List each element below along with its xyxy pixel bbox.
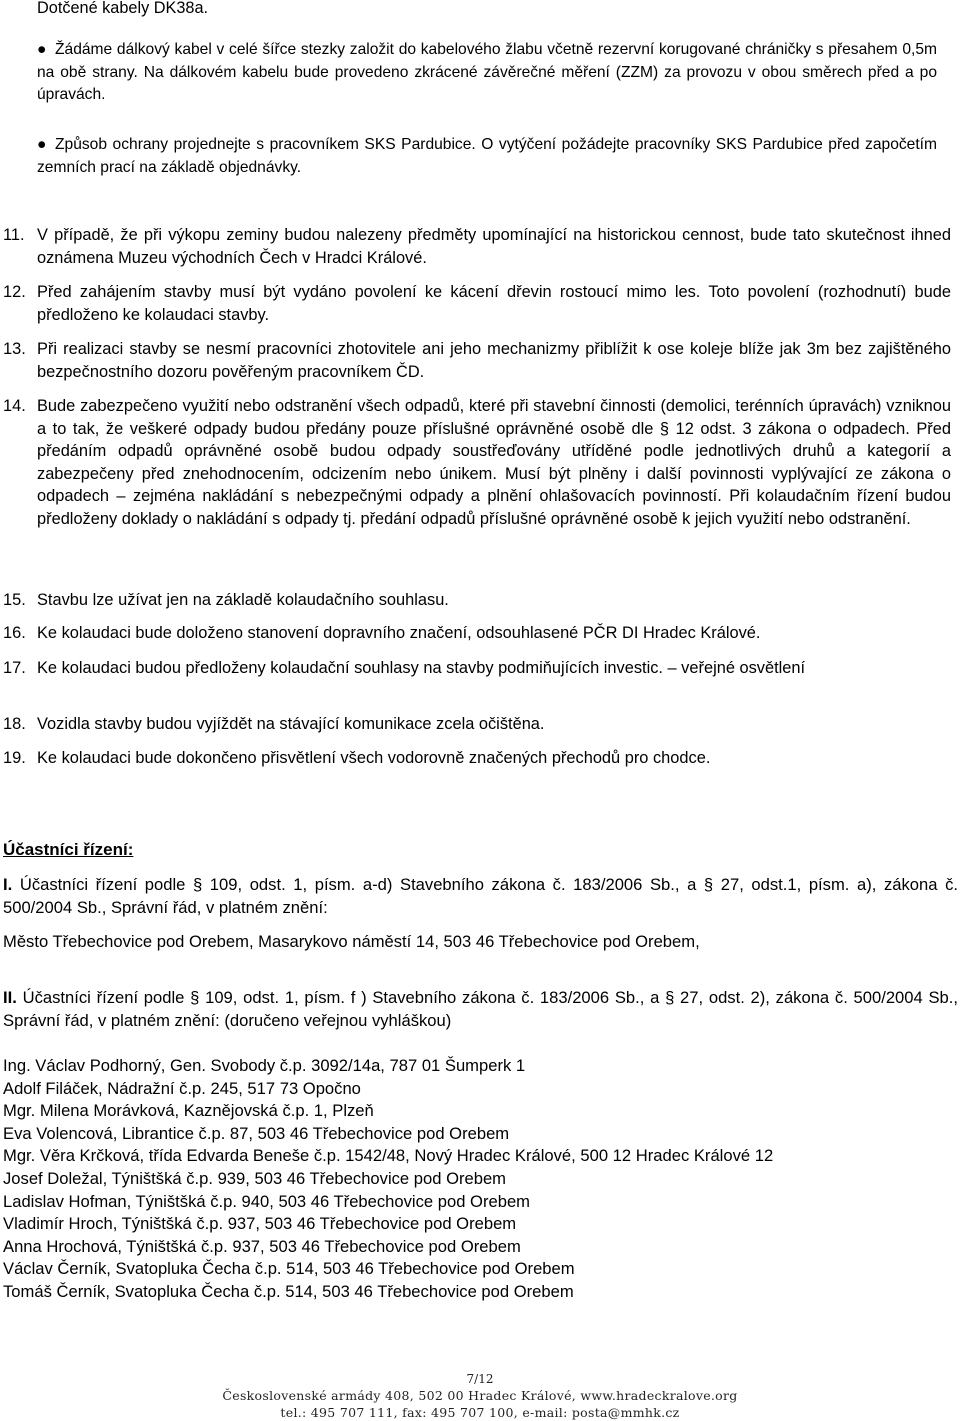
item-text: Stavbu lze užívat jen na základě kolaudačního souhlasu.: [37, 591, 449, 609]
address-entry: Mgr. Věra Krčková, třída Edvarda Beneše č.p. 1542/48, Nový Hradec Králové, 500 12 Hradec Králové 12: [3, 1146, 774, 1166]
item-number: 16.: [3, 624, 26, 642]
item-number: 12.: [3, 283, 26, 301]
footer-address: Československé armády 408, 502 00 Hradec Králové, www.hradeckralove.org: [222, 1388, 738, 1403]
condition-item: [3, 281, 951, 326]
bullet-text: Žádáme dálkový kabel v celé šířce stezky založit do kabelového žlabu včetně rezervní korugované chráničky s přesahem 0,5m na obě strany. Na dálkovém kabelu bude provedeno zkrácené závěrečné měření (ZZM) za provozu v obou směrech před a po úpravách.: [37, 41, 937, 103]
condition-item: [3, 622, 951, 645]
condition-item: [3, 713, 951, 736]
address-entry: Vladimír Hroch, Týništšká č.p. 937, 503 46 Třebechovice pod Orebem: [3, 1214, 517, 1234]
address-entry: Mgr. Milena Morávková, Kaznějovská č.p. 1, Plzeň: [3, 1101, 374, 1121]
item-text: Ke kolaudaci budou předloženy kolaudační souhlasy na stavby podmiňujících investic. – veřejné osvětlení: [37, 659, 806, 677]
top-fragment: Dotčené kabely DK38a.: [37, 0, 209, 17]
item-text: Ke kolaudaci bude doloženo stanovení dopravního značení, odsouhlasené PČR DI Hradec Králové.: [37, 624, 761, 642]
parties-group-1: [3, 874, 958, 919]
group-text: Účastníci řízení podle § 109, odst. 1, písm. a-d) Stavebního zákona č. 183/2006 Sb., a § 27, odst.1, písm. a), zákona č. 500/2004 Sb., Správní řád, v platném znění:: [3, 875, 958, 917]
address-entry: Josef Doležal, Týništšká č.p. 939, 503 46 Třebechovice pod Orebem: [3, 1168, 507, 1188]
item-number: 13.: [3, 340, 26, 358]
item-text: Při realizaci stavby se nesmí pracovníci zhotovitele ani jeho mechanizmy přiblížit k ose koleje blíže jak 3m bez zajištěného bezpečnostního dozoru pověřeným pracovníkem ČD.: [37, 340, 951, 381]
group-text: Účastníci řízení podle § 109, odst. 1, písm. f ) Stavebního zákona č. 183/2006 Sb., a § 27, odst. 2), zákona č. 500/2004 Sb., Správní řád, v platném znění: (doručeno veřejnou vyhláškou): [3, 988, 958, 1030]
item-text: Vozidla stavby budou vyjíždět na stávající komunikace zcela očištěna.: [37, 715, 545, 733]
parties-group-2: [3, 987, 958, 1032]
item-number: 18.: [3, 715, 26, 733]
address-entry: Tomáš Černík, Svatopluka Čecha č.p. 514, 503 46 Třebechovice pod Orebem: [3, 1281, 574, 1301]
item-number: 14.: [3, 397, 26, 415]
condition-item: [3, 395, 951, 531]
item-text: Bude zabezpečeno využití nebo odstranění všech odpadů, které při stavební činnosti (demolici, terénních úpravách) vzniknou a to tak, že veškeré odpady budou předány pouze příslušné oprávněné osobě dle § 12 odst. 3 zákona o odpadech. Před předáním odpadů oprávněné osobě budou odpady soustřeďovány utříděné podle jednotlivých druhů a kategorií a zabezpečeny před znehodnocením, odcizením nebo únikem. Musí být plněny i další povinnosti vyplývající ze zákona o odpadech – zejména nakládání s nebezpečnými odpady a plnění ohlašovacích povinností. Při kolaudačním řízení budou předloženy doklady o nakládání s odpady tj. předání odpadů příslušné oprávněné osobě k jejich využití nebo odstranění.: [37, 397, 951, 528]
group-label: II.: [3, 988, 17, 1007]
bullet-paragraph: [37, 134, 937, 179]
item-number: 19.: [3, 749, 26, 767]
bullet-paragraph: [37, 39, 937, 107]
condition-item: [3, 657, 951, 680]
address-entry: Anna Hrochová, Týništšká č.p. 937, 503 46 Třebechovice pod Orebem: [3, 1236, 521, 1256]
address-entry: Ing. Václav Podhorný, Gen. Svobody č.p. 3092/14a, 787 01 Šumperk 1: [3, 1056, 526, 1075]
condition-item: [3, 589, 951, 612]
address-entry: Adolf Filáček, Nádražní č.p. 245, 517 73 Opočno: [3, 1078, 361, 1098]
address-entry: Ladislav Hofman, Týništšká č.p. 940, 503 46 Třebechovice pod Orebem: [3, 1191, 530, 1211]
condition-item: [3, 338, 951, 383]
footer-contact: tel.: 495 707 111, fax: 495 707 100, e-mail: posta@mmhk.cz: [280, 1405, 680, 1420]
condition-item: [3, 747, 951, 770]
item-text: Ke kolaudaci bude dokončeno přisvětlení všech vodorovně značených přechodů pro chodce.: [37, 749, 711, 767]
page-number: 7/12: [466, 1372, 494, 1386]
bullet-symbol: ●: [37, 41, 47, 58]
parties-address-list: [3, 1055, 958, 1304]
condition-item: [3, 224, 951, 269]
item-text: V případě, že při výkopu zeminy budou nalezeny předměty upomínající na historickou cennost, bude tato skutečnost ihned oznámena Muzeu východních Čech v Hradci Králové.: [37, 226, 951, 267]
item-number: 15.: [3, 591, 26, 609]
address-entry: Eva Volencová, Librantice č.p. 87, 503 46 Třebechovice pod Orebem: [3, 1123, 510, 1143]
address-entry: Václav Černík, Svatopluka Čecha č.p. 514, 503 46 Třebechovice pod Orebem: [3, 1259, 575, 1279]
item-number: 17.: [3, 659, 26, 677]
parties-group-1-member: Město Třebechovice pod Orebem, Masarykovo náměstí 14, 503 46 Třebechovice pod Orebem,: [3, 932, 700, 951]
item-text: Před zahájením stavby musí být vydáno povolení ke kácení dřevin rostoucí mimo les. Toto povolení (rozhodnutí) bude předloženo ke kolaudaci stavby.: [37, 283, 951, 324]
parties-heading: Účastníci řízení:: [3, 840, 134, 859]
group-label: I.: [3, 875, 13, 894]
item-number: 11.: [3, 226, 25, 244]
bullet-text: Způsob ochrany projednejte s pracovníkem SKS Pardubice. O vytýčení požádejte pracovníky SKS Pardubice před započetím zemních prací na základě objednávky.: [37, 136, 937, 176]
bullet-symbol: ●: [37, 136, 47, 153]
